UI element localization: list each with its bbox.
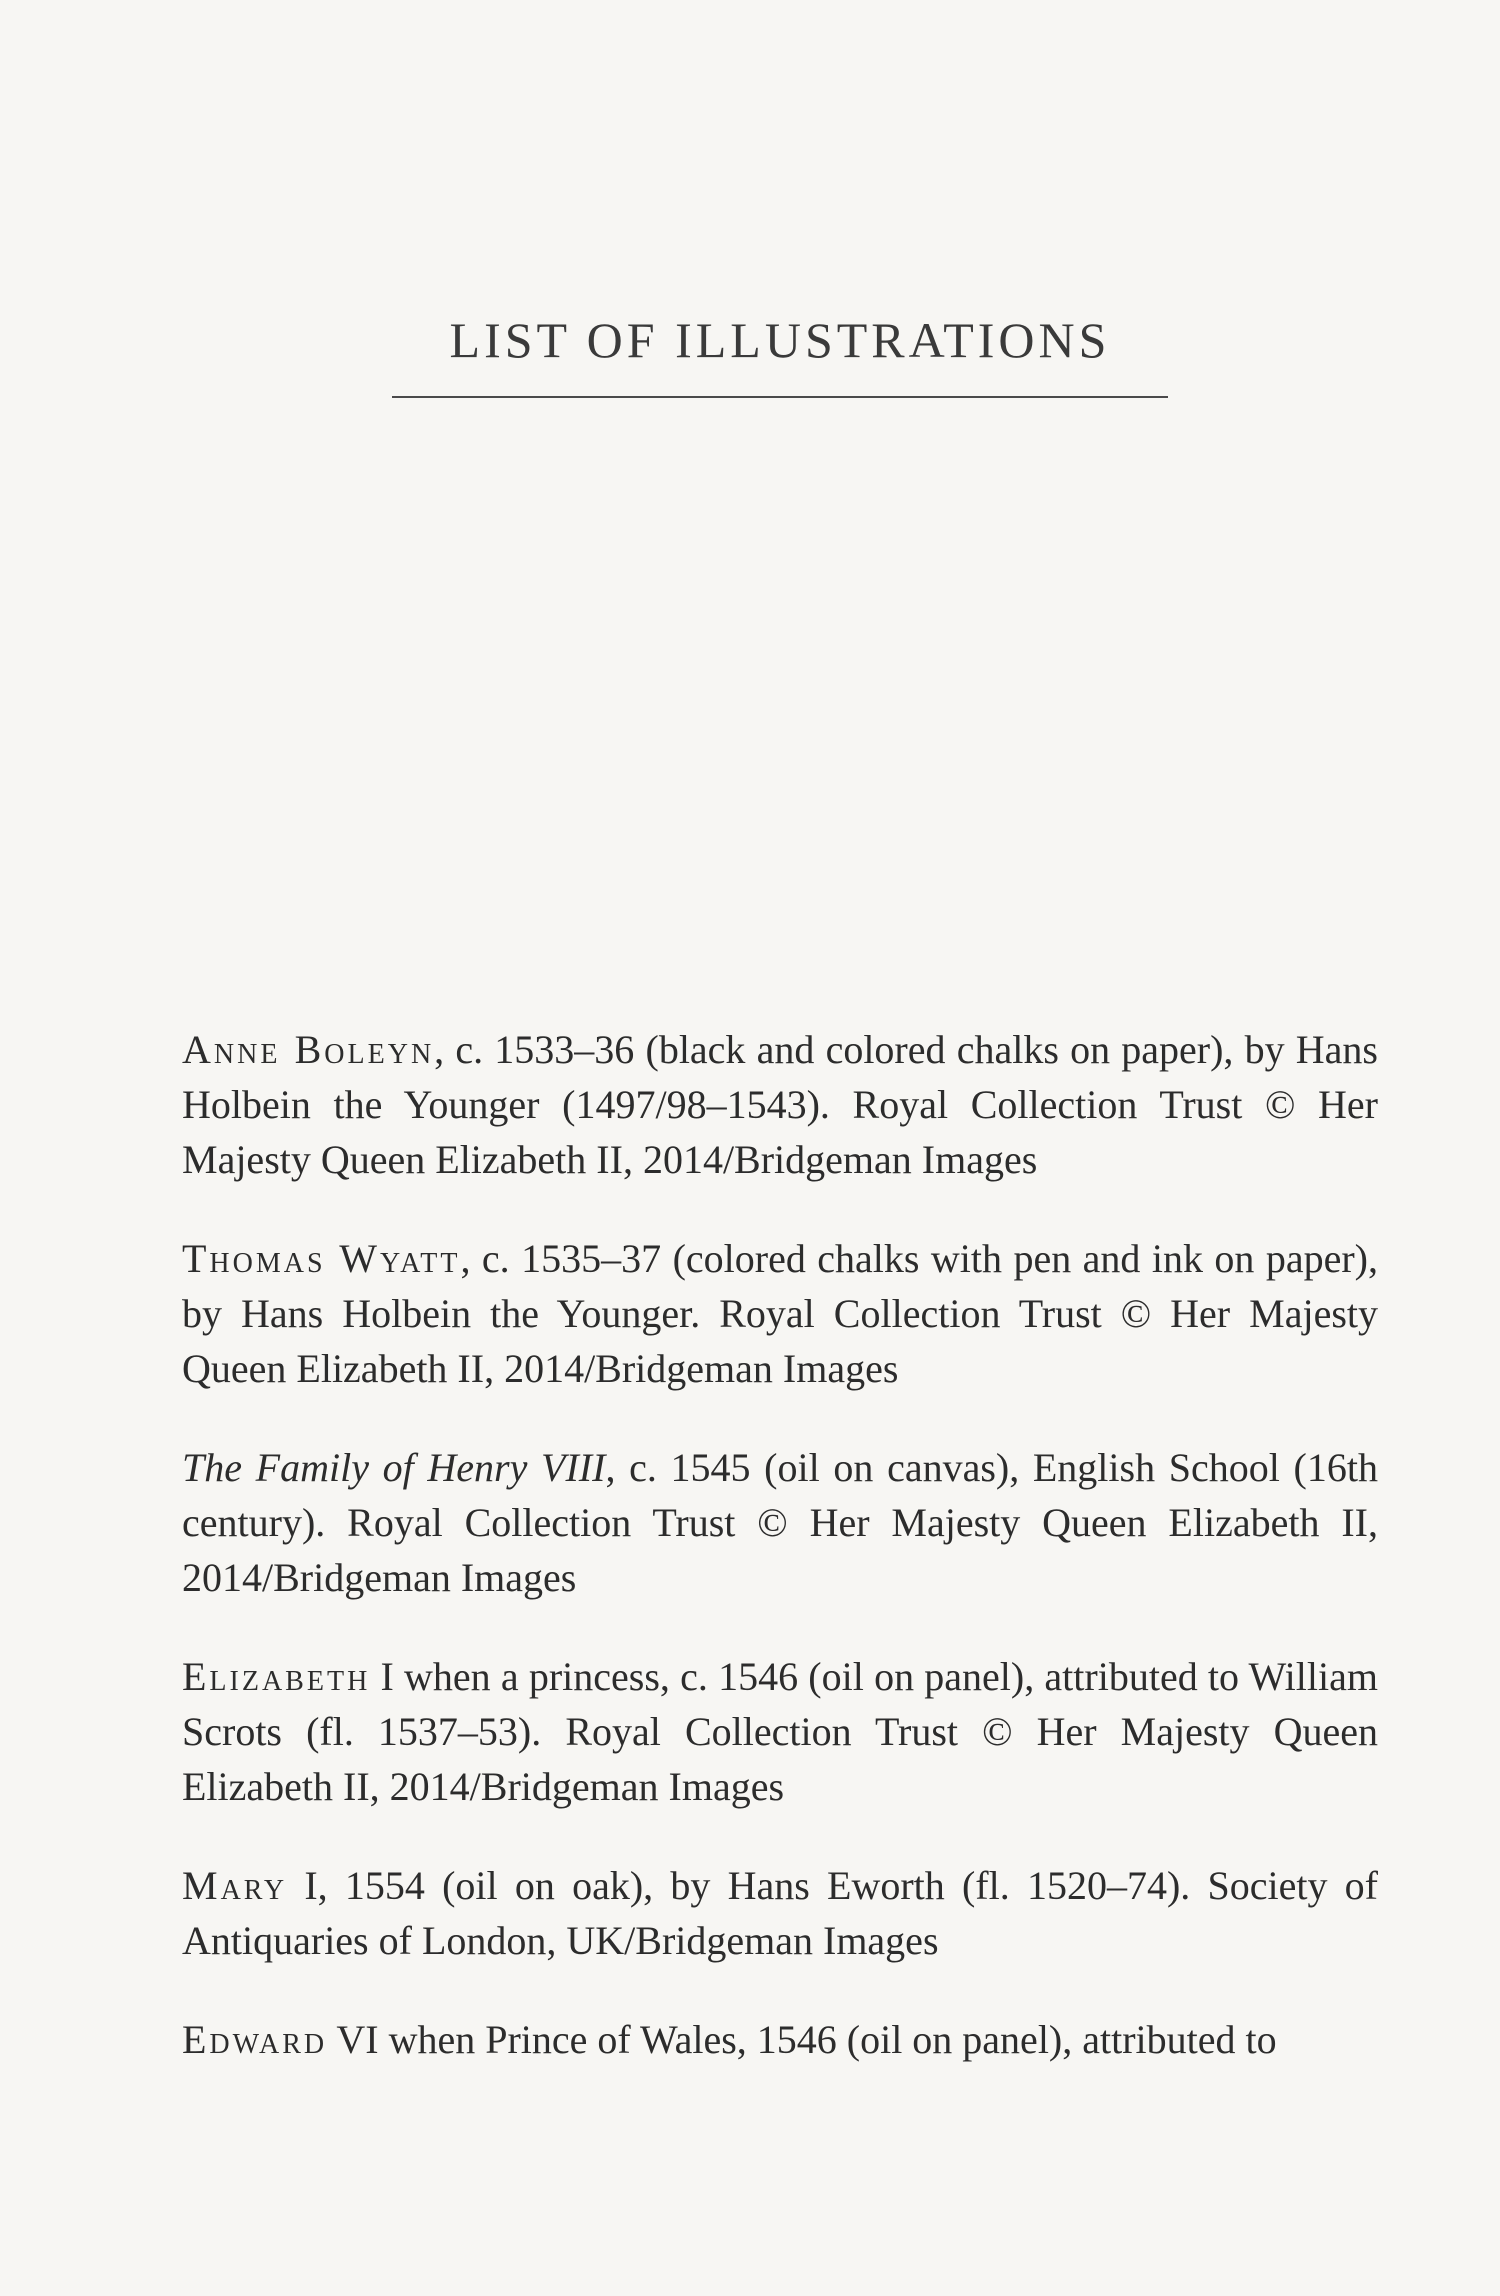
illustration-list xyxy=(182,1022,1378,2111)
entry-text: , c. 1533–36 (black and colored chalks on paper), by Hans Holbein the Younger (1497/98–1543). Royal Collection Trust © Her Majesty Queen Elizabeth II, 2014/Bridgeman Images xyxy=(182,1027,1378,1182)
illustration-entry xyxy=(182,1231,1378,1396)
entry-text: , c. 1545 (oil on canvas), English School (16th century). Royal Collection Trust © Her Majesty Queen Elizabeth II, 2014/Bridgeman Images xyxy=(182,1445,1378,1600)
illustration-entry xyxy=(182,2012,1378,2067)
illustration-entry xyxy=(182,1440,1378,1605)
page-title: LIST OF ILLUSTRATIONS xyxy=(449,312,1111,368)
entry-name: Edward xyxy=(182,2017,328,2062)
entry-name: Mary xyxy=(182,1863,288,1908)
illustration-entry xyxy=(182,1649,1378,1814)
entry-text: I when a princess, c. 1546 (oil on panel), attributed to William Scrots (fl. 1537–53). Royal Collection Trust © Her Majesty Queen Elizabeth II, 2014/Bridgeman Images xyxy=(182,1654,1378,1809)
illustration-entry xyxy=(182,1022,1378,1187)
title-rule xyxy=(392,396,1168,398)
illustration-entry xyxy=(182,1858,1378,1968)
entry-text: VI when Prince of Wales, 1546 (oil on panel), attributed to xyxy=(327,2017,1277,2062)
entry-text: , c. 1535–37 (colored chalks with pen and ink on paper), by Hans Holbein the Younger. Royal Collection Trust © Her Majesty Queen Elizabeth II, 2014/Bridgeman Images xyxy=(182,1236,1378,1391)
entry-name: Anne Boleyn xyxy=(182,1027,435,1072)
entry-name: The Family of Henry VIII xyxy=(182,1445,606,1490)
entry-name: Thomas Wyatt xyxy=(182,1236,461,1281)
entry-text: I, 1554 (oil on oak), by Hans Eworth (fl. 1520–74). Society of Antiquaries of London, UK/Bridgeman Images xyxy=(182,1863,1378,1963)
entry-name: Elizabeth xyxy=(182,1654,371,1699)
